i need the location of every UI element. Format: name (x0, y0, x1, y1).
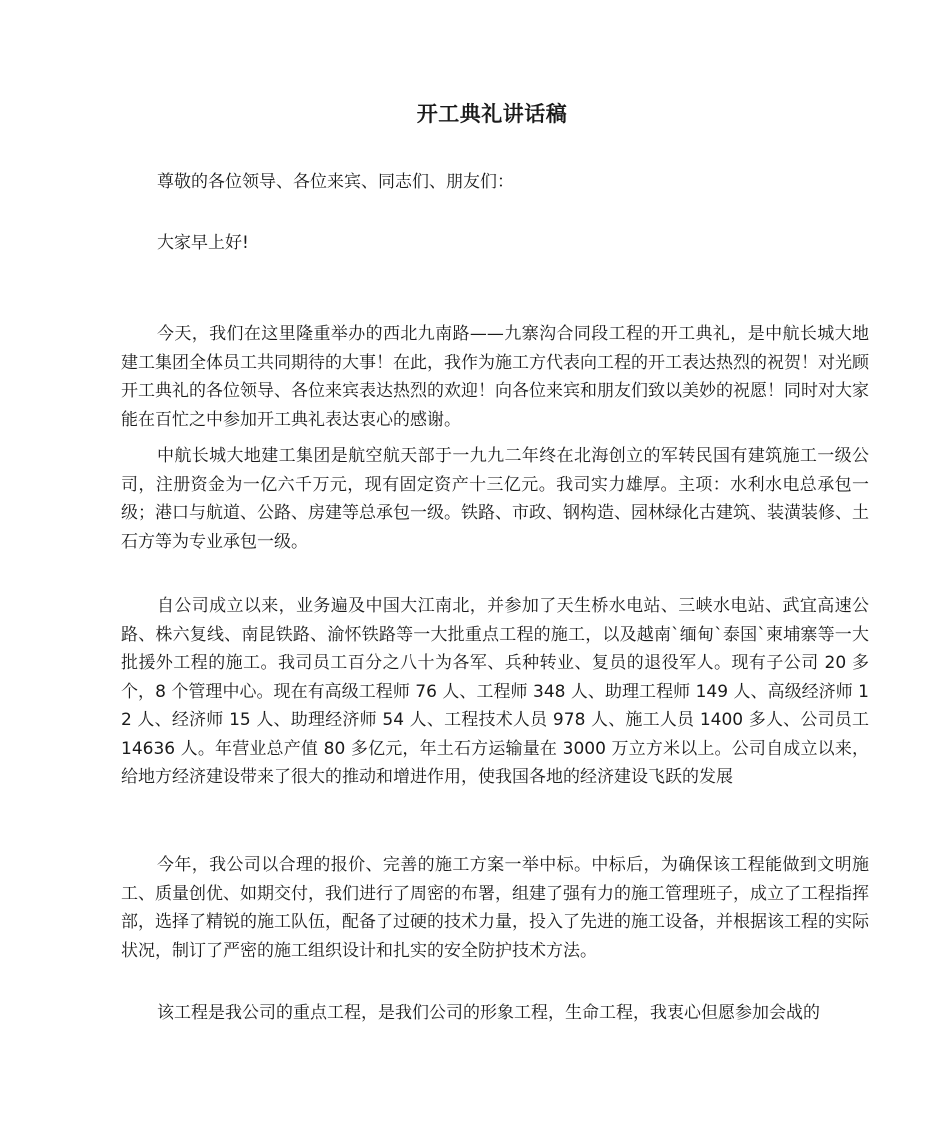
document-title: 开工典礼讲话稿 (416, 102, 568, 126)
greeting-paragraph: 大家早上好! (157, 233, 249, 253)
closing-paragraph: 该工程是我公司的重点工程，是我们公司的形象工程，生命工程，我衷心但愿参加会战的 (157, 1003, 820, 1023)
salutation-paragraph: 尊敬的各位领导、各位来宾、同志们、朋友们： (157, 172, 514, 192)
construction-plan-paragraph: 今年，我公司以合理的报价、完善的施工方案一举中标。中标后，为确保该工程能做到文明施工、质量创优、如期交付，我们进行了周密的布署，组建了强有力的施工管理班子，成立了工程指挥部，选择了精锐的施工队伍，配备了过硬的技术力量，投入了先进的施工设备，并根据该工程的实际状况，制订了严密的施工组织设计和扎实的安全防护技术方法。 (121, 855, 869, 961)
company-profile-paragraph: 中航长城大地建工集团是航空航天部于一九九二年终在北海创立的军转民国有建筑施工一级公司，注册资金为一亿六千万元，现有固定资产十三亿元。我司实力雄厚。主项：水利水电总承包一级；港口与航道、公路、房建等总承包一级。铁路、市政、钢构造、园林绿化古建筑、装潢装修、土石方等为专业承包一级。 (121, 446, 869, 552)
company-history-paragraph: 自公司成立以来，业务遍及中国大江南北，并参加了天生桥水电站、三峡水电站、武宜高速公路、株六复线、南昆铁路、渝怀铁路等一大批重点工程的施工，以及越南`缅甸`泰国`柬埔寨等一大批援外工程的施工。我司员工百分之八十为各军、兵种转业、复员的退役军人。现有子公司 20 多个，8 个管理中心。现在有高级工程师 76 人、工程师 348 人、助理工程师 149 人、高级经济师 12 人、经济师 15 人、助理经济师 54 人、工程技术人员 978 人、施工人员 1400 多人、公司员工 14636 人。年营业总产值 80 多亿元，年土石方运输量在 3000 万立方米以上。公司自成立以来，给地方经济建设带来了很大的推动和增进作用，使我国各地的经济建设飞跃的发展 (121, 596, 869, 787)
intro-paragraph: 今天，我们在这里隆重举办的西北九南路——九寨沟合同段工程的开工典礼，是中航长城大地建工集团全体员工共同期待的大事！在此，我作为施工方代表向工程的开工表达热烈的祝贺！对光顾开工典礼的各位领导、各位来宾表达热烈的欢迎！向各位来宾和朋友们致以美妙的祝愿！同时对大家能在百忙之中参加开工典礼表达衷心的感谢。 (121, 324, 869, 430)
